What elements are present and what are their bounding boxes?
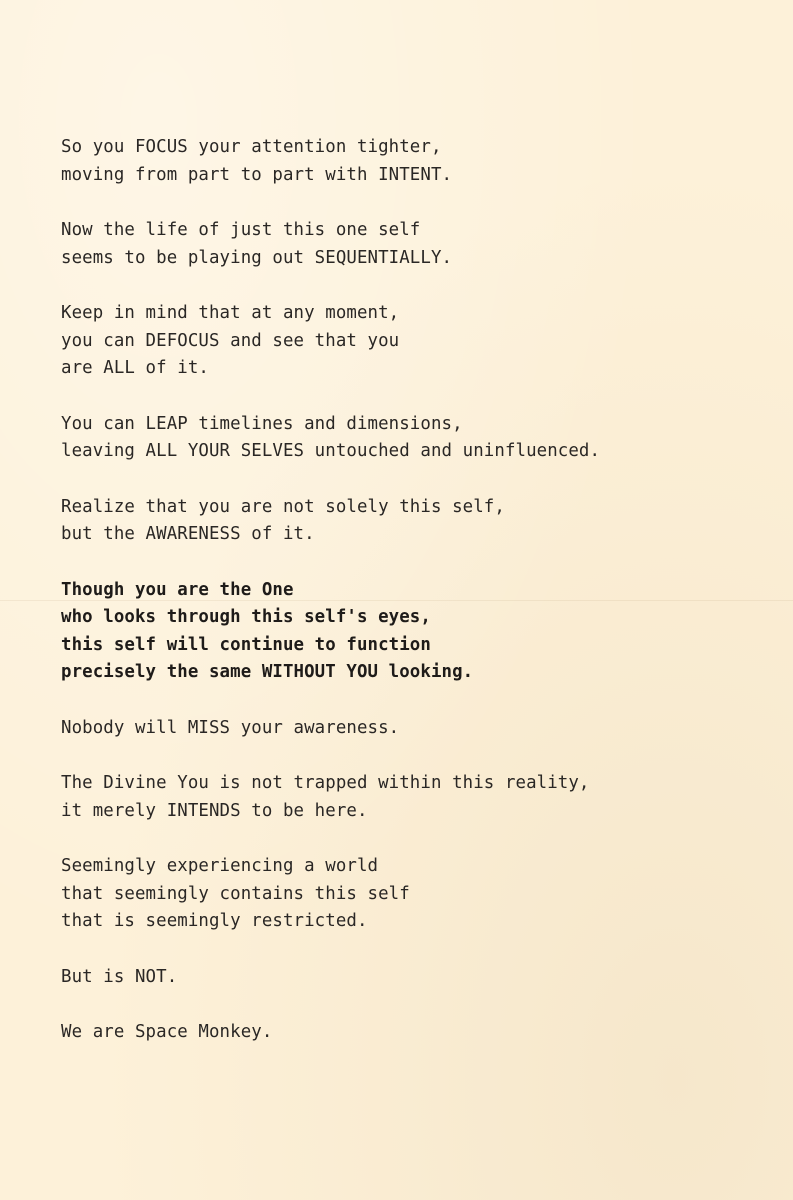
text-line: this self will continue to function xyxy=(61,634,431,655)
text-line: Keep in mind that at any moment, xyxy=(61,303,400,323)
text-line: Nobody will MISS your awareness. xyxy=(61,717,400,738)
text-line: The Divine You is not trapped within this reality, xyxy=(61,773,590,793)
stanza xyxy=(61,494,781,549)
text-line: seems to be playing out SEQUENTIALLY. xyxy=(61,247,453,268)
text-line: But is NOT. xyxy=(61,966,178,987)
text-line: Seemingly experiencing a world xyxy=(61,856,379,876)
text-line: moving from part to part with INTENT. xyxy=(61,164,453,185)
stanza xyxy=(61,217,781,272)
text-line: Now the life of just this one self xyxy=(61,220,421,240)
text-line: you can DEFOCUS and see that you xyxy=(61,330,400,351)
text-line: You can LEAP timelines and dimensions, xyxy=(61,413,463,434)
stanza xyxy=(61,134,781,189)
text-line: Though you are the One xyxy=(61,579,294,600)
text-line: precisely the same WITHOUT YOU looking. xyxy=(61,662,474,682)
text-line: Realize that you are not solely this self, xyxy=(61,496,505,517)
stanza xyxy=(61,1019,781,1047)
stanza xyxy=(61,964,781,992)
text-line: but the AWARENESS of it. xyxy=(61,524,315,544)
stanza xyxy=(61,577,781,687)
poem-text xyxy=(61,134,781,1075)
text-line: leaving ALL YOUR SELVES untouched and uninfluenced. xyxy=(61,441,601,461)
stanza xyxy=(61,715,781,743)
text-line: are ALL of it. xyxy=(61,358,209,378)
text-line: that seemingly contains this self xyxy=(61,883,410,904)
text-line: that is seemingly restricted. xyxy=(61,911,368,931)
stanza xyxy=(61,853,781,936)
text-line: it merely INTENDS to be here. xyxy=(61,800,368,821)
stanza xyxy=(61,411,781,466)
text-line: who looks through this self's eyes, xyxy=(61,607,431,627)
stanza xyxy=(61,300,781,383)
stanza xyxy=(61,770,781,825)
text-line: We are Space Monkey. xyxy=(61,1022,273,1042)
text-line: So you FOCUS your attention tighter, xyxy=(61,137,442,157)
